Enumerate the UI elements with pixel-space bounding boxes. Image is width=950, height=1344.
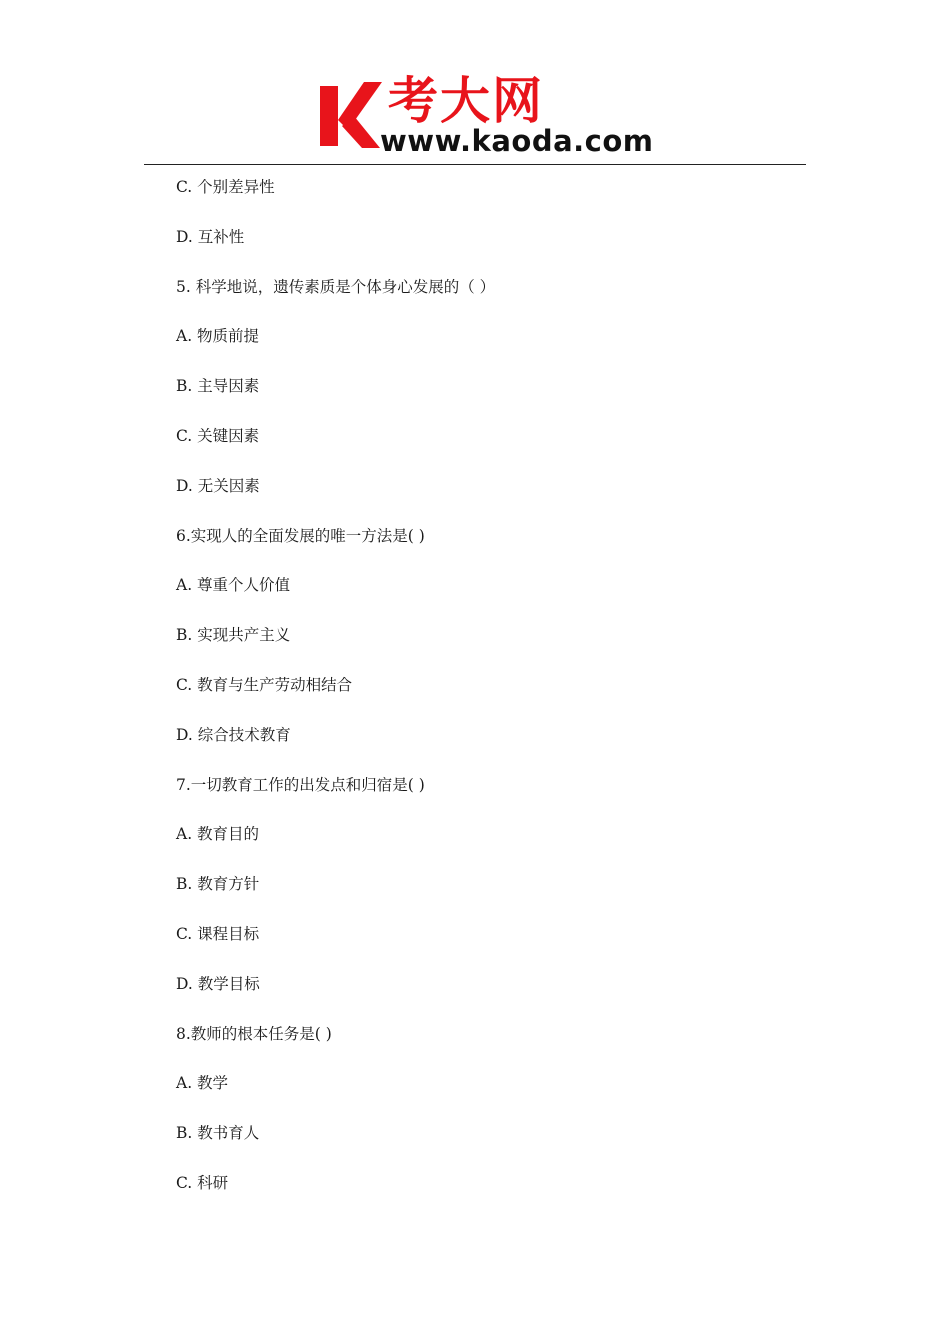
option-line: C. 课程目标 — [176, 924, 260, 943]
option-line: B. 教书育人 — [176, 1124, 260, 1143]
option-line: A. 尊重个人价值 — [176, 576, 291, 595]
question-line: 8.教师的根本任务是( ) — [176, 1024, 332, 1043]
logo-k-icon — [318, 80, 382, 150]
logo-chinese-text: 考大网 — [388, 72, 544, 130]
option-line: C. 个别差异性 — [176, 178, 275, 196]
question-line: 6.实现人的全面发展的唯一方法是( ) — [176, 526, 425, 545]
option-line: A. 物质前提 — [176, 327, 260, 346]
logo-url-text: www.kaoda.com — [380, 124, 654, 158]
option-line: C. 科研 — [176, 1173, 229, 1192]
page-header — [0, 0, 950, 168]
option-line: B. 教育方针 — [176, 875, 260, 894]
option-line: B. 主导因素 — [176, 377, 260, 396]
kaoda-logo[interactable] — [318, 72, 654, 160]
question-line: 5. 科学地说，遗传素质是个体身心发展的（ ） — [176, 277, 496, 296]
option-line: C. 教育与生产劳动相结合 — [176, 675, 353, 694]
question-line: 7.一切教育工作的出发点和归宿是( ) — [176, 775, 425, 794]
header-divider — [144, 164, 806, 165]
question-content — [176, 174, 796, 1220]
option-line: D. 无关因素 — [176, 476, 260, 495]
option-line: D. 教学目标 — [176, 974, 260, 993]
option-line: C. 关键因素 — [176, 426, 260, 445]
option-line: D. 综合技术教育 — [176, 725, 291, 744]
option-line: A. 教育目的 — [176, 825, 260, 844]
option-line: B. 实现共产主义 — [176, 626, 291, 645]
option-line: D. 互补性 — [176, 227, 245, 246]
option-line: A. 教学 — [176, 1074, 229, 1093]
